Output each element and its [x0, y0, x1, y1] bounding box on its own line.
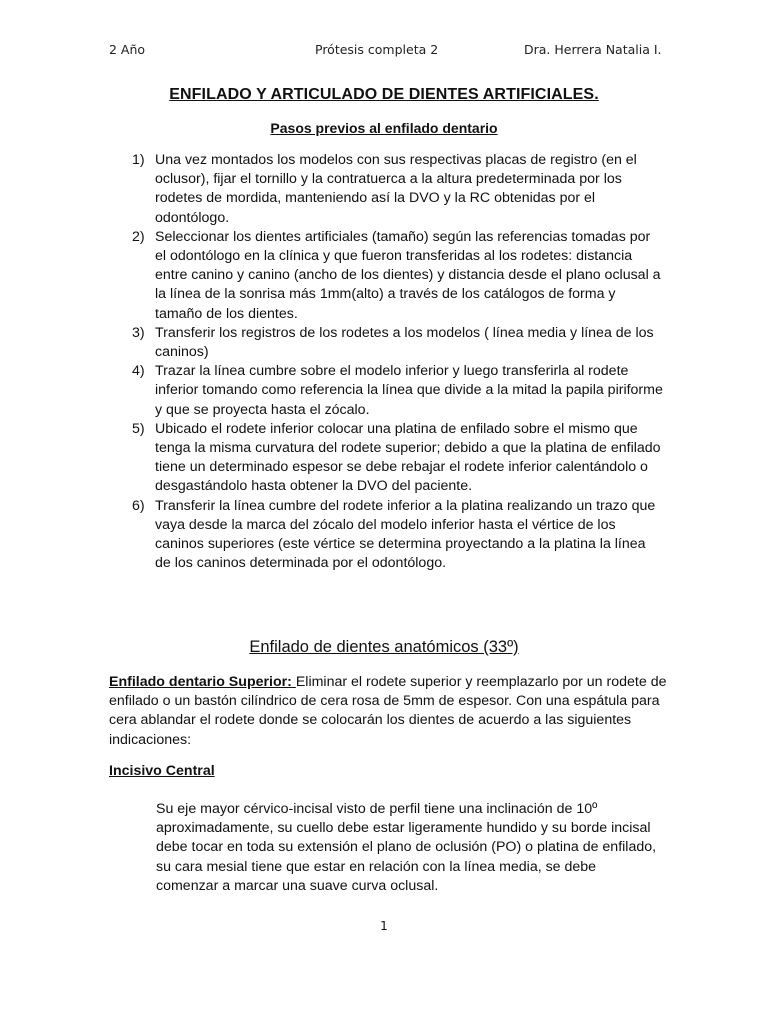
document-subtitle: Pasos previos al enfilado dentario	[270, 120, 498, 136]
list-item	[132, 324, 665, 362]
list-item-number: 4)	[132, 363, 145, 380]
incisivo-paragraph: Su eje mayor cérvico-incisal visto de perfil tiene una inclinación de 10º aproximadamente, su cuello debe estar ligeramente hundido y su borde incisal debe tocar en toda su extensión el plano de oclusión (PO) o platina de enfilado, su cara mesial tiene que estar en relación con la línea media, se debe comenzar a marcar una suave curva oclusal.	[156, 801, 657, 894]
list-item-text: Transferir la línea cumbre del rodete inferior a la platina realizando un trazo que vaya desde la marca del zócalo del modelo inferior hasta el vértice de los caninos superiores (este vértice se determina proyectando a la platina la línea de los caninos determinada por el odontólogo.	[155, 497, 656, 572]
paragraph-lead: Enfilado dentario Superior:	[109, 674, 292, 690]
list-item	[132, 497, 665, 574]
list-item-number: 2)	[132, 228, 145, 245]
list-item	[132, 362, 665, 420]
list-item-number: 3)	[132, 324, 145, 341]
document-title: ENFILADO Y ARTICULADO DE DIENTES ARTIFICIALES.	[169, 86, 599, 103]
list-item	[132, 420, 665, 497]
header-author: Dra. Herrera Natalia I.	[524, 42, 662, 57]
subsection-heading-incisivo: Incisivo Central	[109, 763, 215, 779]
list-item-text: Seleccionar los dientes artificiales (tamaño) según las referencias tomadas por el odontólogo en la clínica y que fueron transferidas al los rodetes: distancia entre canino y canino (ancho de los dientes) y distancia desde el plano oclusal a la línea de la sonrisa más 1mm(alto) a través de los catálogos de forma y tamaño de los dientes.	[155, 228, 661, 322]
list-item	[132, 228, 665, 324]
header-year: 2 Año	[109, 42, 146, 57]
steps-list	[132, 151, 665, 573]
list-item-text: Trazar la línea cumbre sobre el modelo inferior y luego transferirla al rodete inferior tomando como referencia la línea que divide a la mitad la papila piriforme y que se proyecta hasta el zócalo.	[155, 363, 663, 418]
list-item-text: Transferir los registros de los rodetes a los modelos ( línea media y línea de los caninos)	[155, 324, 654, 361]
header-course: Prótesis completa 2	[315, 42, 439, 57]
list-item-number: 1)	[132, 152, 145, 168]
list-item-number: 6)	[132, 497, 145, 514]
list-item-number: 5)	[132, 420, 145, 437]
section-title-anatomic: Enfilado de dientes anatómicos (33º)	[249, 638, 519, 656]
list-item	[132, 151, 665, 228]
list-item-text: Una vez montados los modelos con sus respectivas placas de registro (en el oclusor), fijar el tornillo y la contratuerca a la altura predeterminada por los rodetes de mordida, manteniendo así la DVO y la RC obtenidas por el odontólogo.	[155, 152, 637, 226]
upper-arrangement-paragraph	[109, 673, 669, 750]
page-number: 1	[380, 919, 388, 933]
paragraph-text: Eliminar el rodete superior y reemplazarlo por un rodete de enfilado o un bastón cilíndrico de cera rosa de 5mm de espesor. Con una espátula para cera ablandar el rodete donde se colocarán los dientes de acuerdo a las siguientes indicaciones:	[109, 674, 667, 748]
list-item-text: Ubicado el rodete inferior colocar una platina de enfilado sobre el mismo que tenga la misma curvatura del rodete superior; debido a que la platina de enfilado tiene un determinado espesor se debe rebajar el rodete inferior calentándolo o desgastándolo hasta obtener la DVO del paciente.	[155, 420, 661, 495]
